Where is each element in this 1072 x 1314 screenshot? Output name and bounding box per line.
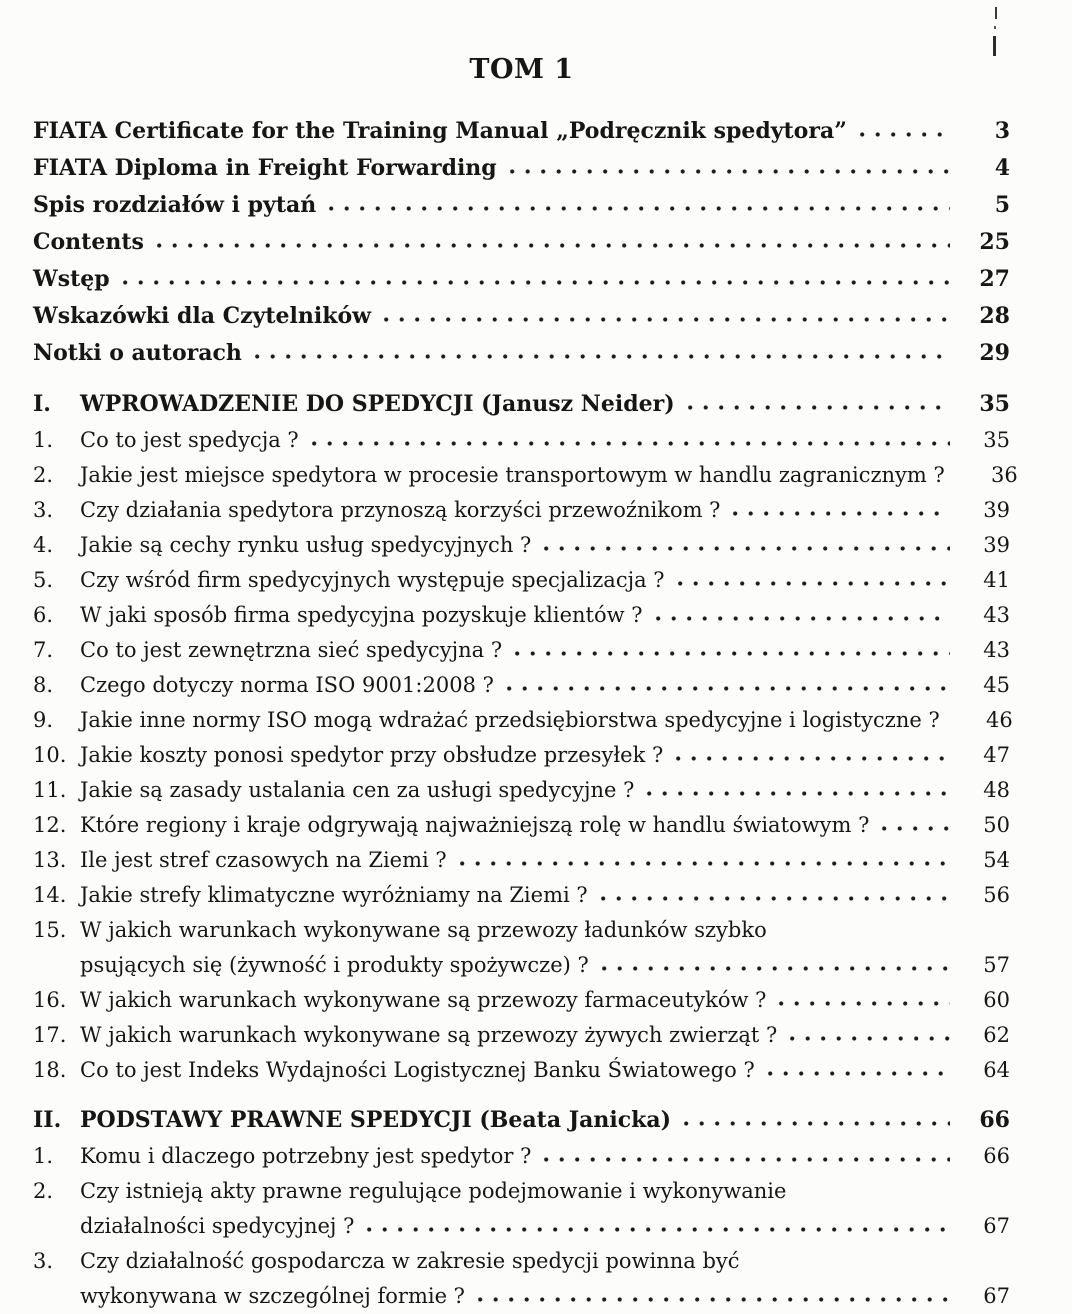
entry-number: 6. — [33, 603, 54, 627]
entry-number: 2. — [33, 463, 54, 487]
entry-page: 36 — [991, 463, 1018, 487]
entry-text: Notki o autorach — [33, 340, 242, 366]
toc-entry — [33, 668, 1010, 703]
entry-page: 3 — [994, 118, 1010, 144]
entry-page: 5 — [994, 192, 1010, 218]
toc-entry — [33, 878, 1010, 913]
entry-page: 27 — [979, 266, 1010, 292]
toc-entry — [33, 808, 1010, 843]
entry-number: 4. — [33, 533, 54, 557]
entry-page: 60 — [983, 988, 1010, 1012]
entry-number: 1. — [33, 1144, 54, 1168]
entry-number: 1. — [33, 428, 54, 452]
entry-number: 15. — [33, 918, 67, 942]
toc-entry — [33, 528, 1010, 563]
toc-entry — [33, 493, 1010, 528]
dot-leader — [647, 790, 950, 797]
toc-entry — [33, 298, 1010, 335]
dot-leader — [255, 353, 950, 360]
entry-page: 29 — [979, 340, 1010, 366]
toc-entry — [33, 633, 1010, 668]
toc-entry — [33, 1209, 1010, 1244]
entry-text: Co to jest zewnętrzna sieć spedycyjna ? — [80, 638, 503, 662]
entry-text: Jakie inne normy ISO mogą wdrażać przedsiębiorstwa spedycyjne i logistyczne ? — [80, 708, 940, 732]
dot-leader — [515, 650, 950, 657]
entry-text: Jakie koszty ponosi spedytor przy obsłudze przesyłek ? — [80, 743, 664, 767]
entry-text: Czy istnieją akty prawne regulujące podejmowanie i wykonywanie — [80, 1179, 787, 1203]
entry-page: 47 — [983, 743, 1010, 767]
dot-leader — [510, 168, 950, 175]
toc-entry — [33, 1279, 1010, 1314]
toc-entry — [33, 1174, 1010, 1209]
toc-entry — [33, 843, 1010, 878]
entry-page: 25 — [979, 229, 1010, 255]
entry-page: 39 — [983, 533, 1010, 557]
dot-leader — [602, 965, 950, 972]
entry-text: Ile jest stref czasowych na Ziemi ? — [80, 848, 447, 872]
toc-entry — [33, 261, 1010, 298]
entry-number: 8. — [33, 673, 54, 697]
entry-text: W jakich warunkach wykonywane są przewozy żywych zwierząt ? — [80, 1023, 778, 1047]
dot-leader — [779, 1000, 950, 1007]
entry-number: I. — [33, 391, 51, 417]
entry-number: 16. — [33, 988, 67, 1012]
entry-page: 48 — [983, 778, 1010, 802]
entry-text: W jakich warunkach wykonywane są przewozy ładunków szybko — [80, 918, 767, 942]
entry-text: Które regiony i kraje odgrywają najważniejszą rolę w handlu światowym ? — [80, 813, 870, 837]
entry-number: 3. — [33, 498, 54, 522]
toc-entry — [33, 703, 1013, 738]
toc-entry — [33, 458, 1018, 493]
front-matter-list — [33, 113, 1010, 372]
entry-page: 50 — [983, 813, 1010, 837]
scan-artifact — [993, 36, 996, 56]
entry-number: 3. — [33, 1249, 54, 1273]
entry-text: działalności spedycyjnej ? — [80, 1214, 355, 1238]
toc-entry — [33, 1018, 1010, 1053]
toc-entry — [33, 1053, 1010, 1088]
entry-page: 62 — [983, 1023, 1010, 1047]
entry-page: 35 — [983, 428, 1010, 452]
entry-text: PODSTAWY PRAWNE SPEDYCJI (Beata Janicka) — [80, 1107, 672, 1133]
entry-number: 9. — [33, 708, 54, 732]
entry-page: 45 — [983, 673, 1010, 697]
toc-entry — [33, 1244, 1010, 1279]
entry-text: W jakich warunkach wykonywane są przewozy farmaceutyków ? — [80, 988, 767, 1012]
entry-number: 10. — [33, 743, 67, 767]
toc-entry — [33, 386, 1010, 423]
entry-text: Czego dotyczy norma ISO 9001:2008 ? — [80, 673, 494, 697]
entry-page: 67 — [983, 1284, 1010, 1308]
entry-page: 43 — [983, 638, 1010, 662]
entry-number: 12. — [33, 813, 67, 837]
dot-leader — [367, 1226, 950, 1233]
toc-entry — [33, 113, 1010, 150]
entry-text: wykonywana w szczególnej formie ? — [80, 1284, 465, 1308]
entry-number: 2. — [33, 1179, 54, 1203]
entry-page: 41 — [983, 568, 1010, 592]
toc-entry — [33, 1139, 1010, 1174]
dot-leader — [601, 895, 950, 902]
entry-page: 54 — [983, 848, 1010, 872]
entry-text: Spis rozdziałów i pytań — [33, 192, 317, 218]
entry-page: 4 — [994, 155, 1010, 181]
entry-text: Wskazówki dla Czytelników — [33, 303, 372, 329]
toc-entry — [33, 1102, 1010, 1139]
toc-entry — [33, 598, 1010, 633]
dot-leader — [768, 1070, 950, 1077]
dot-leader — [544, 545, 950, 552]
dot-leader — [544, 1156, 950, 1163]
scan-artifact — [995, 7, 997, 19]
entry-page: 64 — [983, 1058, 1010, 1082]
entry-number: 14. — [33, 883, 67, 907]
section-items — [33, 423, 1018, 1088]
entry-page: 67 — [983, 1214, 1010, 1238]
entry-number: 11. — [33, 778, 67, 802]
toc-entry — [33, 335, 1010, 372]
entry-page: 66 — [979, 1107, 1010, 1133]
entry-text: W jaki sposób firma spedycyjna pozyskuje klientów ? — [80, 603, 643, 627]
toc-entry — [33, 738, 1010, 773]
dot-leader — [684, 1120, 950, 1127]
dot-leader — [882, 825, 950, 832]
entry-text: FIATA Certificate for the Training Manual „Podręcznik spedytora” — [33, 118, 847, 144]
dot-leader — [460, 860, 950, 867]
toc-entry — [33, 983, 1010, 1018]
entry-text: Wstęp — [33, 266, 110, 292]
entry-page: 43 — [983, 603, 1010, 627]
toc-entry — [33, 224, 1010, 261]
entry-page: 39 — [983, 498, 1010, 522]
page-title: TOM 1 — [469, 54, 574, 85]
dot-leader — [656, 615, 950, 622]
entry-text: WPROWADZENIE DO SPEDYCJI (Janusz Neider) — [80, 391, 675, 417]
entry-text: Komu i dlaczego potrzebny jest spedytor ? — [80, 1144, 532, 1168]
entry-text: Jakie strefy klimatyczne wyróżniamy na Ziemi ? — [80, 883, 588, 907]
entry-page: 57 — [983, 953, 1010, 977]
entry-text: Co to jest Indeks Wydajności Logistycznej Banku Światowego ? — [80, 1058, 755, 1082]
entry-text: Czy działalność gospodarcza w zakresie spedycji powinna być — [80, 1249, 740, 1273]
entry-number: 13. — [33, 848, 67, 872]
entry-page: 28 — [979, 303, 1010, 329]
entry-number: II. — [33, 1107, 62, 1133]
toc-entry — [33, 423, 1010, 458]
entry-text: Czy działania spedytora przynoszą korzyści przewoźnikom ? — [80, 498, 721, 522]
entry-text: Jakie są cechy rynku usług spedycyjnych ? — [80, 533, 532, 557]
dot-leader — [676, 755, 950, 762]
entry-text: FIATA Diploma in Freight Forwarding — [33, 155, 497, 181]
toc-entry — [33, 150, 1010, 187]
entry-text: Czy wśród firm spedycyjnych występuje specjalizacja ? — [80, 568, 665, 592]
dot-leader — [312, 440, 950, 447]
toc-entry — [33, 773, 1010, 808]
dot-leader — [123, 279, 950, 286]
entry-text: Jakie są zasady ustalania cen za usługi spedycyjne ? — [80, 778, 635, 802]
toc-entry — [33, 187, 1010, 224]
dot-leader — [790, 1035, 950, 1042]
entry-text: Contents — [33, 229, 144, 255]
dot-leader — [157, 242, 950, 249]
toc-entry — [33, 948, 1010, 983]
sections-list — [33, 386, 1018, 1314]
entry-page: 35 — [979, 391, 1010, 417]
toc-entry — [33, 563, 1010, 598]
entry-number: 7. — [33, 638, 54, 662]
dot-leader — [733, 510, 950, 517]
dot-leader — [860, 131, 950, 138]
entry-page: 56 — [983, 883, 1010, 907]
dot-leader — [688, 404, 950, 411]
section-items — [33, 1139, 1010, 1314]
entry-page: 66 — [983, 1144, 1010, 1168]
entry-number: 5. — [33, 568, 54, 592]
dot-leader — [507, 685, 950, 692]
dot-leader — [384, 316, 950, 323]
toc-entry — [33, 913, 1010, 948]
entry-text: Co to jest spedycja ? — [80, 428, 299, 452]
entry-number: 18. — [33, 1058, 67, 1082]
scan-artifact — [994, 26, 996, 29]
dot-leader — [329, 205, 950, 212]
entry-page: 46 — [986, 708, 1013, 732]
entry-text: Jakie jest miejsce spedytora w procesie transportowym w handlu zagranicznym ? — [80, 463, 945, 487]
entry-number: 17. — [33, 1023, 67, 1047]
entry-text: psujących się (żywność i produkty spożywcze) ? — [80, 953, 589, 977]
dot-leader — [678, 580, 950, 587]
